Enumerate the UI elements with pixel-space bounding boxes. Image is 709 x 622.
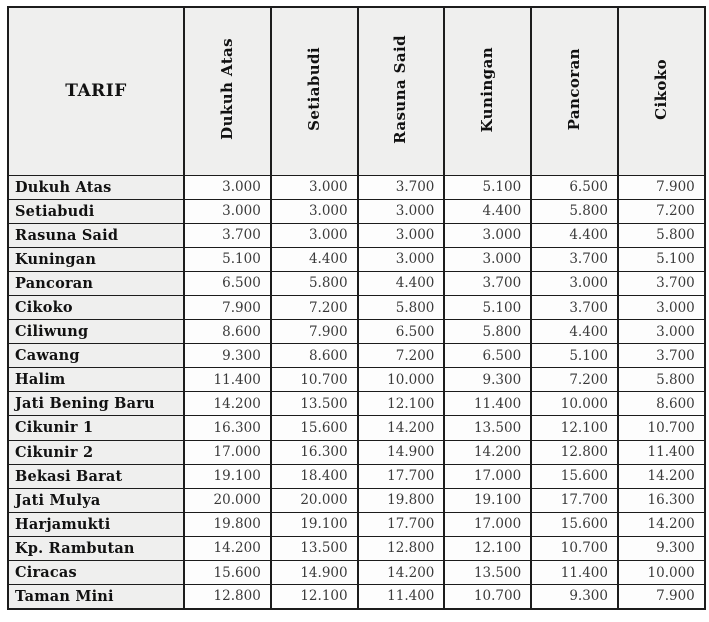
fare-cell: 17.000 bbox=[444, 512, 531, 536]
fare-cell: 10.700 bbox=[618, 416, 705, 440]
table-row bbox=[8, 585, 705, 609]
fare-cell: 6.500 bbox=[358, 320, 445, 344]
fare-cell: 3.000 bbox=[531, 271, 618, 295]
row-label: Kp. Rambutan bbox=[8, 536, 184, 560]
column-header-dukuh-atas bbox=[184, 7, 271, 175]
column-header-label: Cikoko bbox=[651, 58, 670, 120]
fare-cell: 3.000 bbox=[358, 223, 445, 247]
fare-cell: 6.500 bbox=[531, 175, 618, 199]
fare-cell: 5.100 bbox=[531, 344, 618, 368]
table-row bbox=[8, 488, 705, 512]
fare-cell: 7.200 bbox=[531, 368, 618, 392]
fare-cell: 10.700 bbox=[531, 536, 618, 560]
row-label: Setiabudi bbox=[8, 199, 184, 223]
fare-cell: 3.700 bbox=[531, 295, 618, 319]
fare-cell: 4.400 bbox=[271, 247, 358, 271]
fare-cell: 7.900 bbox=[271, 320, 358, 344]
fare-cell: 11.400 bbox=[618, 440, 705, 464]
fare-cell: 15.600 bbox=[531, 464, 618, 488]
row-label: Jati Bening Baru bbox=[8, 392, 184, 416]
fare-cell: 12.800 bbox=[358, 536, 445, 560]
fare-cell: 3.000 bbox=[444, 247, 531, 271]
fare-cell: 3.000 bbox=[358, 199, 445, 223]
fare-cell: 8.600 bbox=[184, 320, 271, 344]
corner-header-tarif: TARIF bbox=[8, 7, 184, 175]
column-header-label: Rasuna Said bbox=[391, 34, 410, 144]
fare-cell: 12.800 bbox=[184, 585, 271, 609]
fare-cell: 3.000 bbox=[271, 223, 358, 247]
row-label: Jati Mulya bbox=[8, 488, 184, 512]
fare-cell: 20.000 bbox=[184, 488, 271, 512]
fare-cell: 3.700 bbox=[618, 344, 705, 368]
fare-cell: 19.100 bbox=[444, 488, 531, 512]
fare-cell: 19.800 bbox=[184, 512, 271, 536]
fare-cell: 12.100 bbox=[358, 392, 445, 416]
table-row bbox=[8, 271, 705, 295]
column-header-rasuna-said bbox=[358, 7, 445, 175]
row-label: Taman Mini bbox=[8, 585, 184, 609]
fare-cell: 5.100 bbox=[444, 175, 531, 199]
table-row bbox=[8, 175, 705, 199]
table-row bbox=[8, 247, 705, 271]
fare-cell: 7.200 bbox=[618, 199, 705, 223]
fare-cell: 19.100 bbox=[184, 464, 271, 488]
fare-cell: 14.900 bbox=[358, 440, 445, 464]
fare-cell: 12.100 bbox=[444, 536, 531, 560]
fare-cell: 8.600 bbox=[618, 392, 705, 416]
table-row bbox=[8, 440, 705, 464]
fare-cell: 10.000 bbox=[618, 561, 705, 585]
fare-cell: 16.300 bbox=[184, 416, 271, 440]
fare-cell: 17.700 bbox=[358, 464, 445, 488]
table-row bbox=[8, 320, 705, 344]
column-header-label: Dukuh Atas bbox=[217, 38, 236, 141]
fare-cell: 15.600 bbox=[531, 512, 618, 536]
column-header-label: Pancoran bbox=[565, 48, 584, 131]
fare-cell: 18.400 bbox=[271, 464, 358, 488]
table-row bbox=[8, 199, 705, 223]
fare-cell: 3.000 bbox=[358, 247, 445, 271]
fare-cell: 14.200 bbox=[358, 561, 445, 585]
fare-cell: 12.100 bbox=[531, 416, 618, 440]
table-row bbox=[8, 368, 705, 392]
fare-cell: 5.800 bbox=[358, 295, 445, 319]
fare-cell: 7.900 bbox=[618, 175, 705, 199]
fare-cell: 16.300 bbox=[618, 488, 705, 512]
fare-cell: 17.000 bbox=[184, 440, 271, 464]
row-label: Ciracas bbox=[8, 561, 184, 585]
fare-cell: 7.900 bbox=[618, 585, 705, 609]
fare-cell: 14.200 bbox=[444, 440, 531, 464]
fare-cell: 11.400 bbox=[358, 585, 445, 609]
fare-cell: 5.800 bbox=[531, 199, 618, 223]
fare-cell: 9.300 bbox=[531, 585, 618, 609]
fare-cell: 6.500 bbox=[444, 344, 531, 368]
fare-cell: 14.900 bbox=[271, 561, 358, 585]
column-header-label: Kuningan bbox=[478, 46, 497, 132]
fare-cell: 10.700 bbox=[271, 368, 358, 392]
row-label: Cikunir 1 bbox=[8, 416, 184, 440]
table-row bbox=[8, 344, 705, 368]
fare-cell: 5.800 bbox=[271, 271, 358, 295]
fare-cell: 11.400 bbox=[531, 561, 618, 585]
table-row bbox=[8, 561, 705, 585]
fare-cell: 14.200 bbox=[184, 536, 271, 560]
table-row bbox=[8, 416, 705, 440]
fare-cell: 3.000 bbox=[184, 199, 271, 223]
header-row bbox=[8, 7, 705, 175]
row-label: Cikoko bbox=[8, 295, 184, 319]
fare-cell: 16.300 bbox=[271, 440, 358, 464]
fare-cell: 3.700 bbox=[358, 175, 445, 199]
fare-cell: 5.100 bbox=[444, 295, 531, 319]
row-label: Ciliwung bbox=[8, 320, 184, 344]
fare-cell: 9.300 bbox=[444, 368, 531, 392]
column-header-pancoran bbox=[531, 7, 618, 175]
fare-cell: 11.400 bbox=[184, 368, 271, 392]
fare-cell: 4.400 bbox=[531, 320, 618, 344]
fare-cell: 10.000 bbox=[358, 368, 445, 392]
fare-cell: 19.100 bbox=[271, 512, 358, 536]
fare-cell: 4.400 bbox=[444, 199, 531, 223]
row-label: Rasuna Said bbox=[8, 223, 184, 247]
fare-cell: 13.500 bbox=[271, 392, 358, 416]
fare-cell: 15.600 bbox=[184, 561, 271, 585]
fare-cell: 12.800 bbox=[531, 440, 618, 464]
fare-cell: 13.500 bbox=[444, 416, 531, 440]
fare-cell: 9.300 bbox=[618, 536, 705, 560]
tarif-table bbox=[7, 6, 706, 610]
fare-cell: 3.000 bbox=[271, 175, 358, 199]
fare-cell: 13.500 bbox=[444, 561, 531, 585]
table-row bbox=[8, 536, 705, 560]
fare-cell: 3.000 bbox=[184, 175, 271, 199]
fare-cell: 10.000 bbox=[531, 392, 618, 416]
table-row bbox=[8, 392, 705, 416]
fare-cell: 6.500 bbox=[184, 271, 271, 295]
fare-cell: 3.700 bbox=[531, 247, 618, 271]
column-header-kuningan bbox=[444, 7, 531, 175]
table-row bbox=[8, 295, 705, 319]
fare-cell: 17.000 bbox=[444, 464, 531, 488]
fare-cell: 7.200 bbox=[358, 344, 445, 368]
table-row bbox=[8, 512, 705, 536]
fare-cell: 3.700 bbox=[444, 271, 531, 295]
column-header-cikoko bbox=[618, 7, 705, 175]
fare-cell: 20.000 bbox=[271, 488, 358, 512]
fare-cell: 14.200 bbox=[618, 464, 705, 488]
fare-cell: 10.700 bbox=[444, 585, 531, 609]
fare-cell: 4.400 bbox=[358, 271, 445, 295]
fare-cell: 5.800 bbox=[618, 223, 705, 247]
fare-cell: 17.700 bbox=[531, 488, 618, 512]
fare-cell: 15.600 bbox=[271, 416, 358, 440]
fare-cell: 13.500 bbox=[271, 536, 358, 560]
fare-cell: 3.000 bbox=[271, 199, 358, 223]
row-label: Bekasi Barat bbox=[8, 464, 184, 488]
fare-cell: 19.800 bbox=[358, 488, 445, 512]
fare-cell: 7.200 bbox=[271, 295, 358, 319]
fare-cell: 12.100 bbox=[271, 585, 358, 609]
fare-cell: 3.700 bbox=[184, 223, 271, 247]
table-row bbox=[8, 464, 705, 488]
row-label: Dukuh Atas bbox=[8, 175, 184, 199]
fare-cell: 5.800 bbox=[444, 320, 531, 344]
fare-cell: 3.000 bbox=[444, 223, 531, 247]
fare-cell: 3.700 bbox=[618, 271, 705, 295]
fare-cell: 11.400 bbox=[444, 392, 531, 416]
row-label: Cikunir 2 bbox=[8, 440, 184, 464]
row-label: Harjamukti bbox=[8, 512, 184, 536]
row-label: Kuningan bbox=[8, 247, 184, 271]
fare-cell: 5.100 bbox=[618, 247, 705, 271]
fare-cell: 5.800 bbox=[618, 368, 705, 392]
fare-cell: 3.000 bbox=[618, 320, 705, 344]
fare-cell: 9.300 bbox=[184, 344, 271, 368]
fare-cell: 4.400 bbox=[531, 223, 618, 247]
column-header-setiabudi bbox=[271, 7, 358, 175]
row-label: Pancoran bbox=[8, 271, 184, 295]
fare-cell: 17.700 bbox=[358, 512, 445, 536]
table-row bbox=[8, 223, 705, 247]
fare-cell: 14.200 bbox=[358, 416, 445, 440]
row-label: Halim bbox=[8, 368, 184, 392]
fare-cell: 14.200 bbox=[618, 512, 705, 536]
row-label: Cawang bbox=[8, 344, 184, 368]
fare-cell: 3.000 bbox=[618, 295, 705, 319]
fare-cell: 8.600 bbox=[271, 344, 358, 368]
fare-cell: 7.900 bbox=[184, 295, 271, 319]
column-header-label: Setiabudi bbox=[304, 47, 323, 132]
fare-cell: 5.100 bbox=[184, 247, 271, 271]
fare-cell: 14.200 bbox=[184, 392, 271, 416]
